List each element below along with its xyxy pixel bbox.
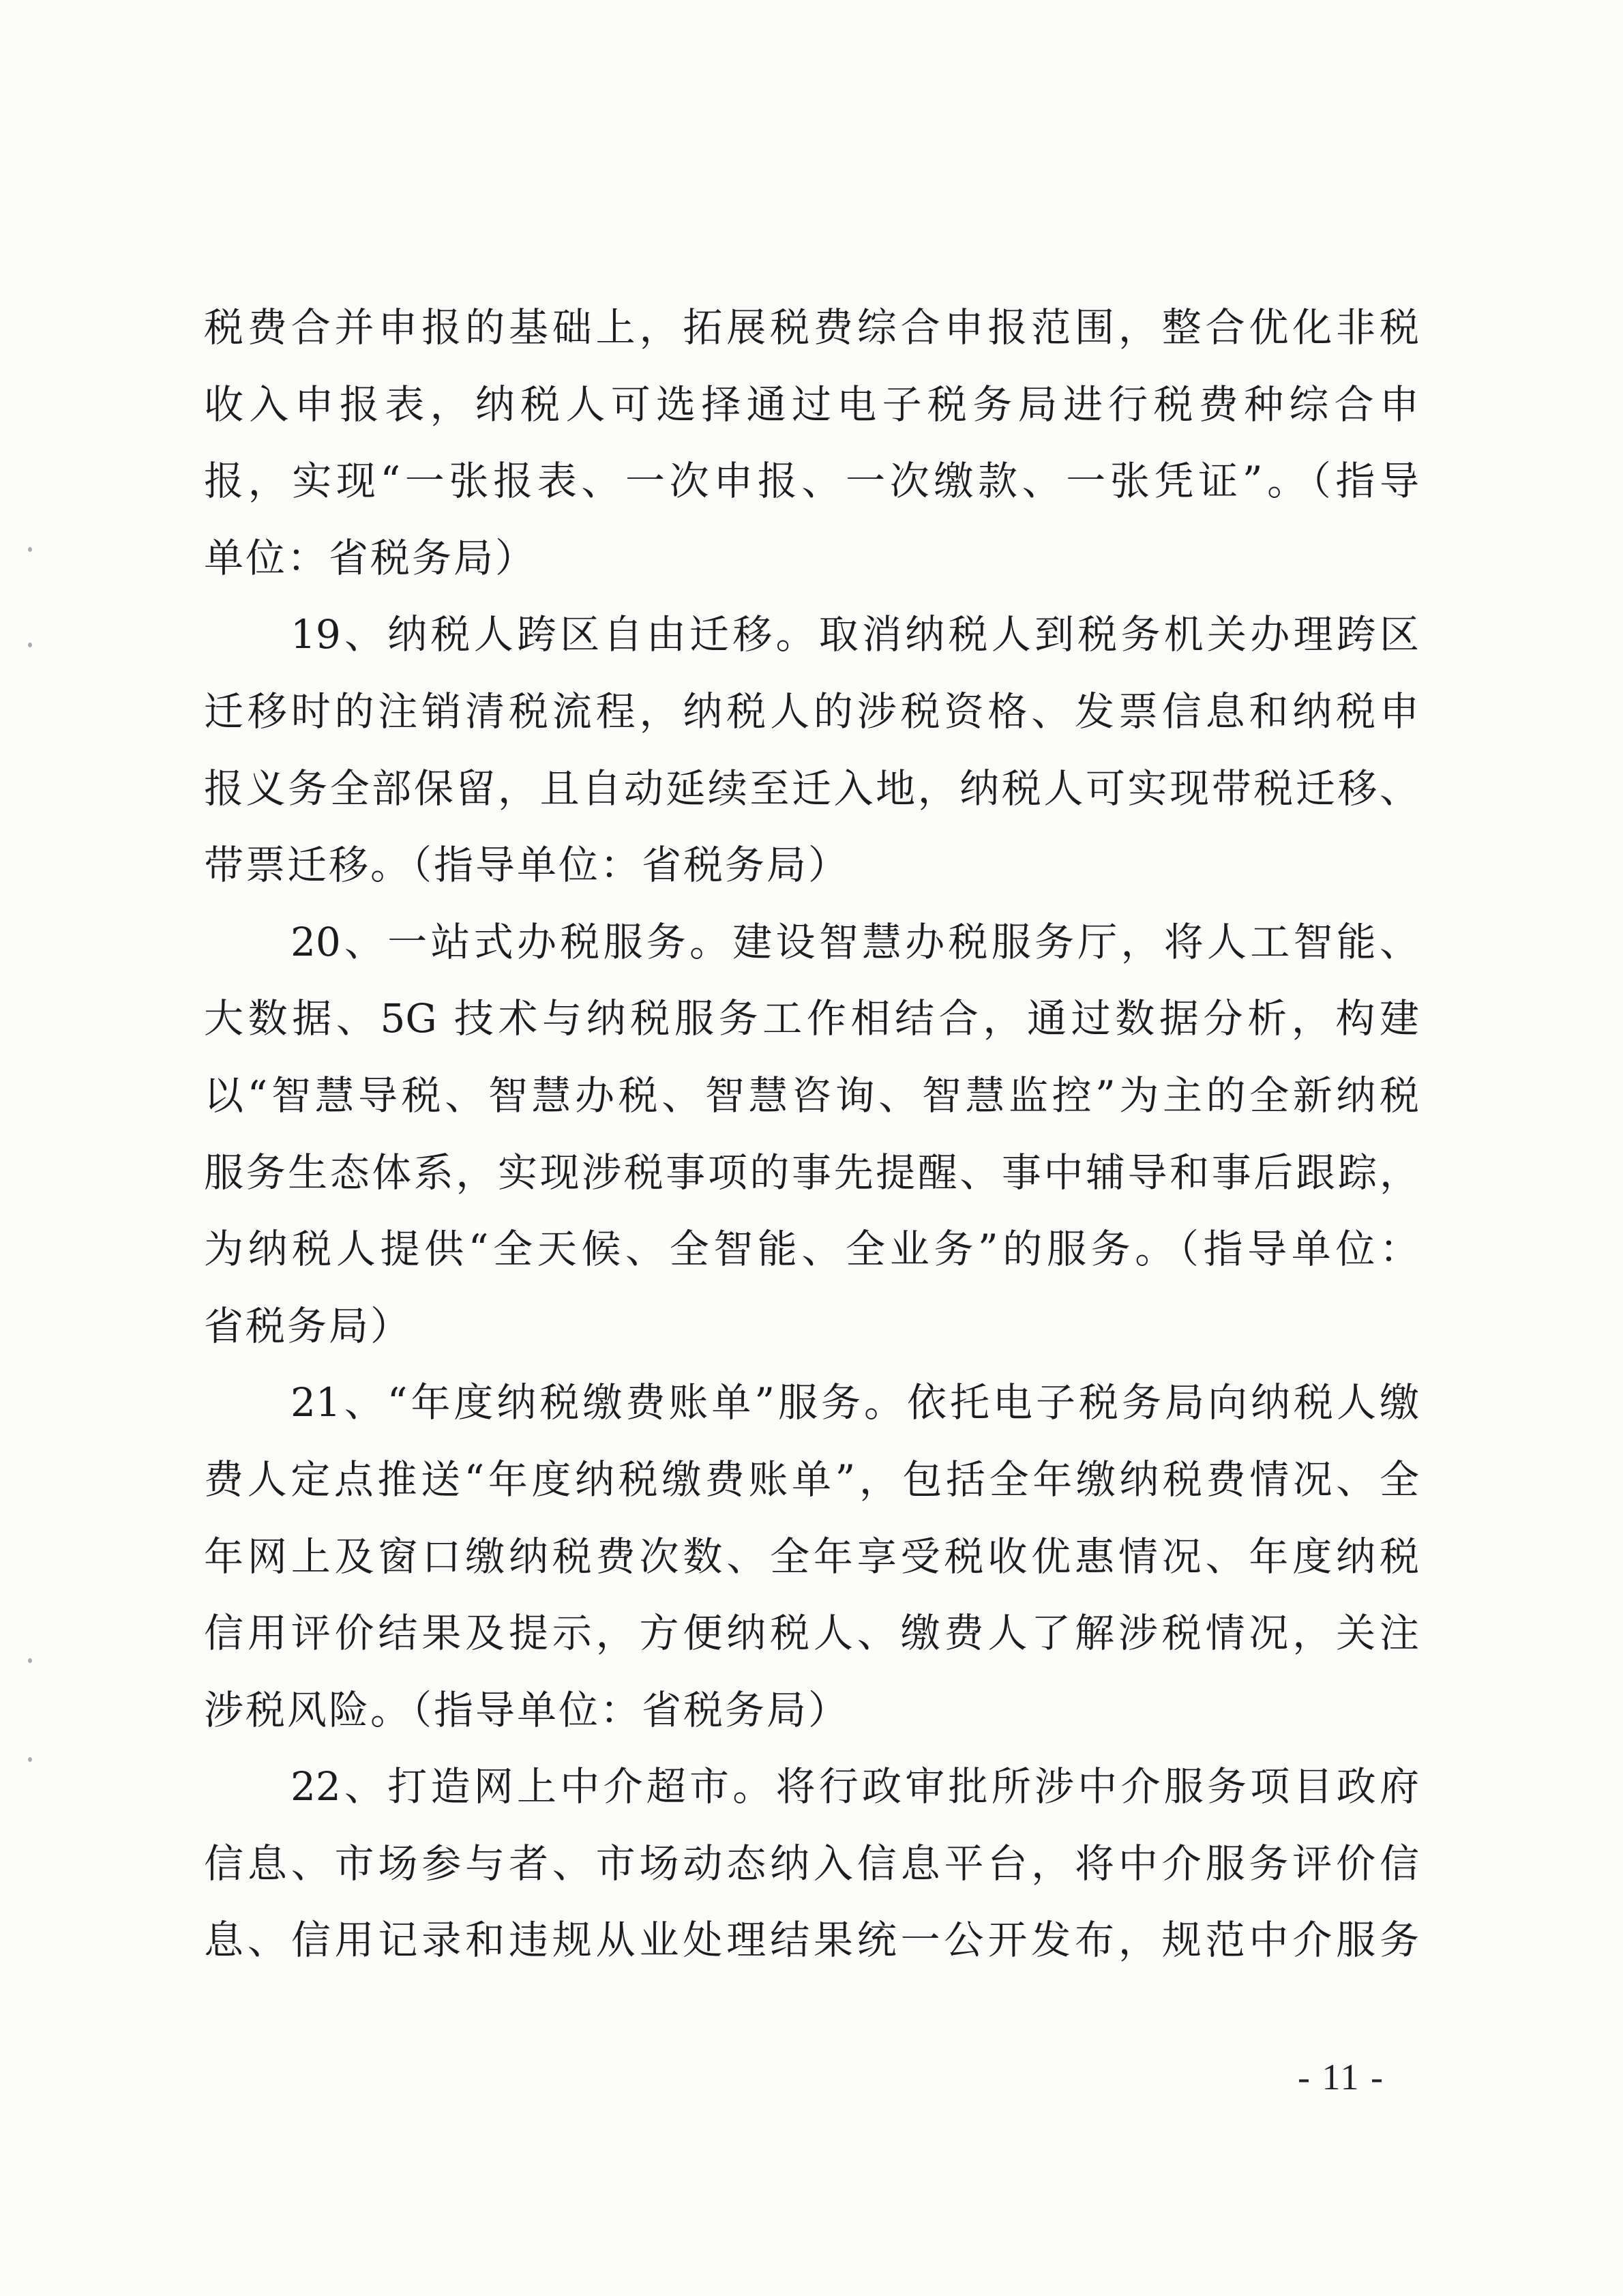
scan-mark	[28, 547, 32, 552]
paragraph-item-19	[204, 596, 1419, 903]
text-line: 信息、市场参与者、市场动态纳入信息平台，将中介服务评价信	[204, 1840, 1419, 1887]
text-line: 报，实现“一张报表、一次申报、一次缴款、一张凭证”。（指导	[204, 458, 1419, 505]
page-number: - 11 -	[1298, 2057, 1384, 2098]
text-line: 省税务局）	[204, 1302, 413, 1349]
text-line: 报义务全部保留，且自动延续至迁入地，纳税人可实现带税迁移、	[204, 765, 1419, 812]
paragraph-item-21	[204, 1364, 1419, 1748]
text-line: 收入申报表，纳税人可选择通过电子税务局进行税费种综合申	[204, 381, 1419, 428]
text-line: 息、信用记录和违规从业处理结果统一公开发布，规范中介服务	[204, 1917, 1419, 1964]
paragraph-item-22	[204, 1748, 1419, 1979]
paragraph-continuation	[204, 289, 1419, 596]
text-line: 信用评价结果及提示，方便纳税人、缴费人了解涉税情况，关注	[204, 1610, 1419, 1657]
text-line: 迁移时的注销清税流程，纳税人的涉税资格、发票信息和纳税申	[204, 688, 1419, 735]
text-line: 涉税风险。（指导单位：省税务局）	[204, 1686, 850, 1733]
text-line: 带票迁移。（指导单位：省税务局）	[204, 842, 850, 889]
text-line: 19、纳税人跨区自由迁移。取消纳税人到税务机关办理跨区	[291, 611, 1419, 658]
text-line: 20、一站式办税服务。建设智慧办税服务厅，将人工智能、	[291, 918, 1419, 965]
text-line: 服务生态体系，实现涉税事项的事先提醒、事中辅导和事后跟踪，	[204, 1149, 1419, 1196]
text-line: 年网上及窗口缴纳税费次数、全年享受税收优惠情况、年度纳税	[204, 1533, 1419, 1580]
scan-mark	[28, 643, 32, 647]
text-line: 以“智慧导税、智慧办税、智慧咨询、智慧监控”为主的全新纳税	[204, 1072, 1419, 1119]
text-line: 大数据、5G 技术与纳税服务工作相结合，通过数据分析，构建	[204, 995, 1419, 1042]
text-line: 单位：省税务局）	[204, 534, 537, 581]
text-line: 22、打造网上中介超市。将行政审批所涉中介服务项目政府	[291, 1763, 1419, 1810]
body-text	[204, 289, 1419, 1979]
text-line: 21、“年度纳税缴费账单”服务。依托电子税务局向纳税人缴	[291, 1379, 1419, 1426]
text-line: 为纳税人提供“全天候、全智能、全业务”的服务。（指导单位：	[204, 1226, 1419, 1273]
text-line: 费人定点推送“年度纳税缴费账单”，包括全年缴纳税费情况、全	[204, 1456, 1419, 1503]
paragraph-item-20	[204, 904, 1419, 1365]
scan-mark	[28, 1658, 32, 1663]
scan-mark	[28, 1757, 32, 1762]
text-line: 税费合并申报的基础上，拓展税费综合申报范围，整合优化非税	[204, 304, 1419, 351]
